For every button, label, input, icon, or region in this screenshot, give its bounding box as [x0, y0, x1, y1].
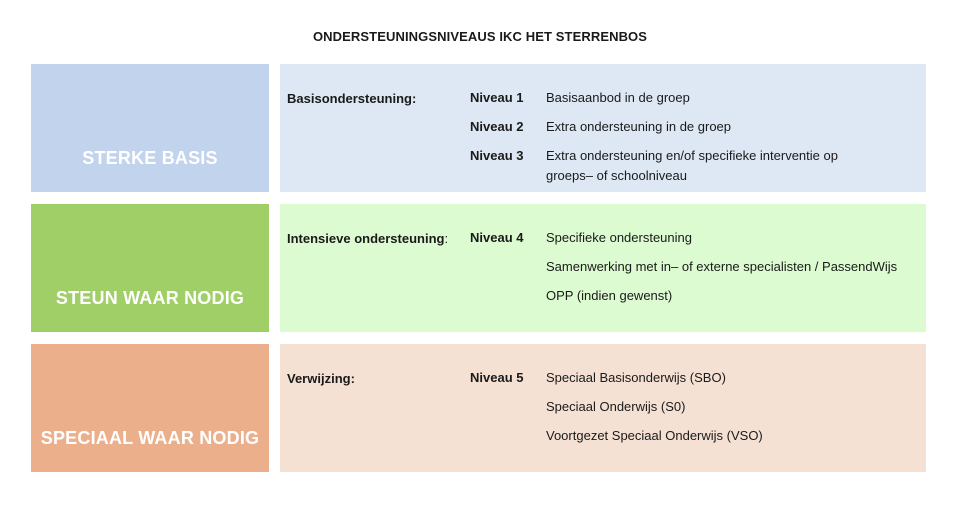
level-niveau-2: Niveau 2	[470, 119, 524, 134]
item-so: Speciaal Onderwijs (S0)	[546, 399, 686, 414]
category-basisondersteuning: Basisondersteuning:	[287, 91, 417, 106]
level-niveau-4: Niveau 4	[470, 230, 524, 245]
item-extra-interventie: Extra ondersteuning en/of specifieke interventie op groeps– of schoolniveau	[546, 148, 838, 183]
row-steun-waar-nodig	[0, 204, 960, 332]
item-vso: Voortgezet Speciaal Onderwijs (VSO)	[546, 428, 763, 443]
content-box-sterke-basis	[280, 64, 926, 192]
category-verwijzing: Verwijzing:	[287, 371, 355, 386]
category-intensieve-text: Intensieve ondersteuning	[287, 231, 445, 246]
level-niveau-5: Niveau 5	[470, 370, 524, 385]
item-extra-ondersteuning: Extra ondersteuning in de groep	[546, 119, 732, 134]
label-box-sterke-basis	[31, 64, 269, 192]
item-basisaanbod: Basisaanbod in de groep	[546, 90, 690, 105]
item-opp: OPP (indien gewenst)	[546, 288, 673, 303]
category-intensieve-ondersteuning	[287, 231, 448, 246]
label-sterke-basis: STERKE BASIS	[82, 148, 218, 168]
content-box-speciaal-waar-nodig	[280, 344, 926, 472]
item-samenwerking: Samenwerking met in– of externe specialisten / PassendWijs	[546, 259, 898, 274]
content-box-steun-waar-nodig	[280, 204, 926, 332]
row-speciaal-waar-nodig	[0, 344, 960, 472]
label-box-speciaal-waar-nodig	[31, 344, 269, 472]
label-steun-waar-nodig: STEUN WAAR NODIG	[55, 288, 245, 308]
label-box-steun-waar-nodig	[31, 204, 269, 332]
item-sbo: Speciaal Basisonderwijs (SBO)	[546, 370, 726, 385]
level-niveau-1: Niveau 1	[470, 90, 524, 105]
diagram-title: ONDERSTEUNINGSNIVEAUS IKC HET STERRENBOS	[312, 29, 648, 44]
level-niveau-3: Niveau 3	[470, 148, 524, 163]
item-specifieke-ondersteuning: Specifieke ondersteuning	[546, 230, 692, 245]
category-intensieve-colon: :	[444, 231, 449, 246]
label-speciaal-waar-nodig: SPECIAAL WAAR NODIG	[40, 428, 260, 448]
row-sterke-basis	[0, 64, 960, 192]
